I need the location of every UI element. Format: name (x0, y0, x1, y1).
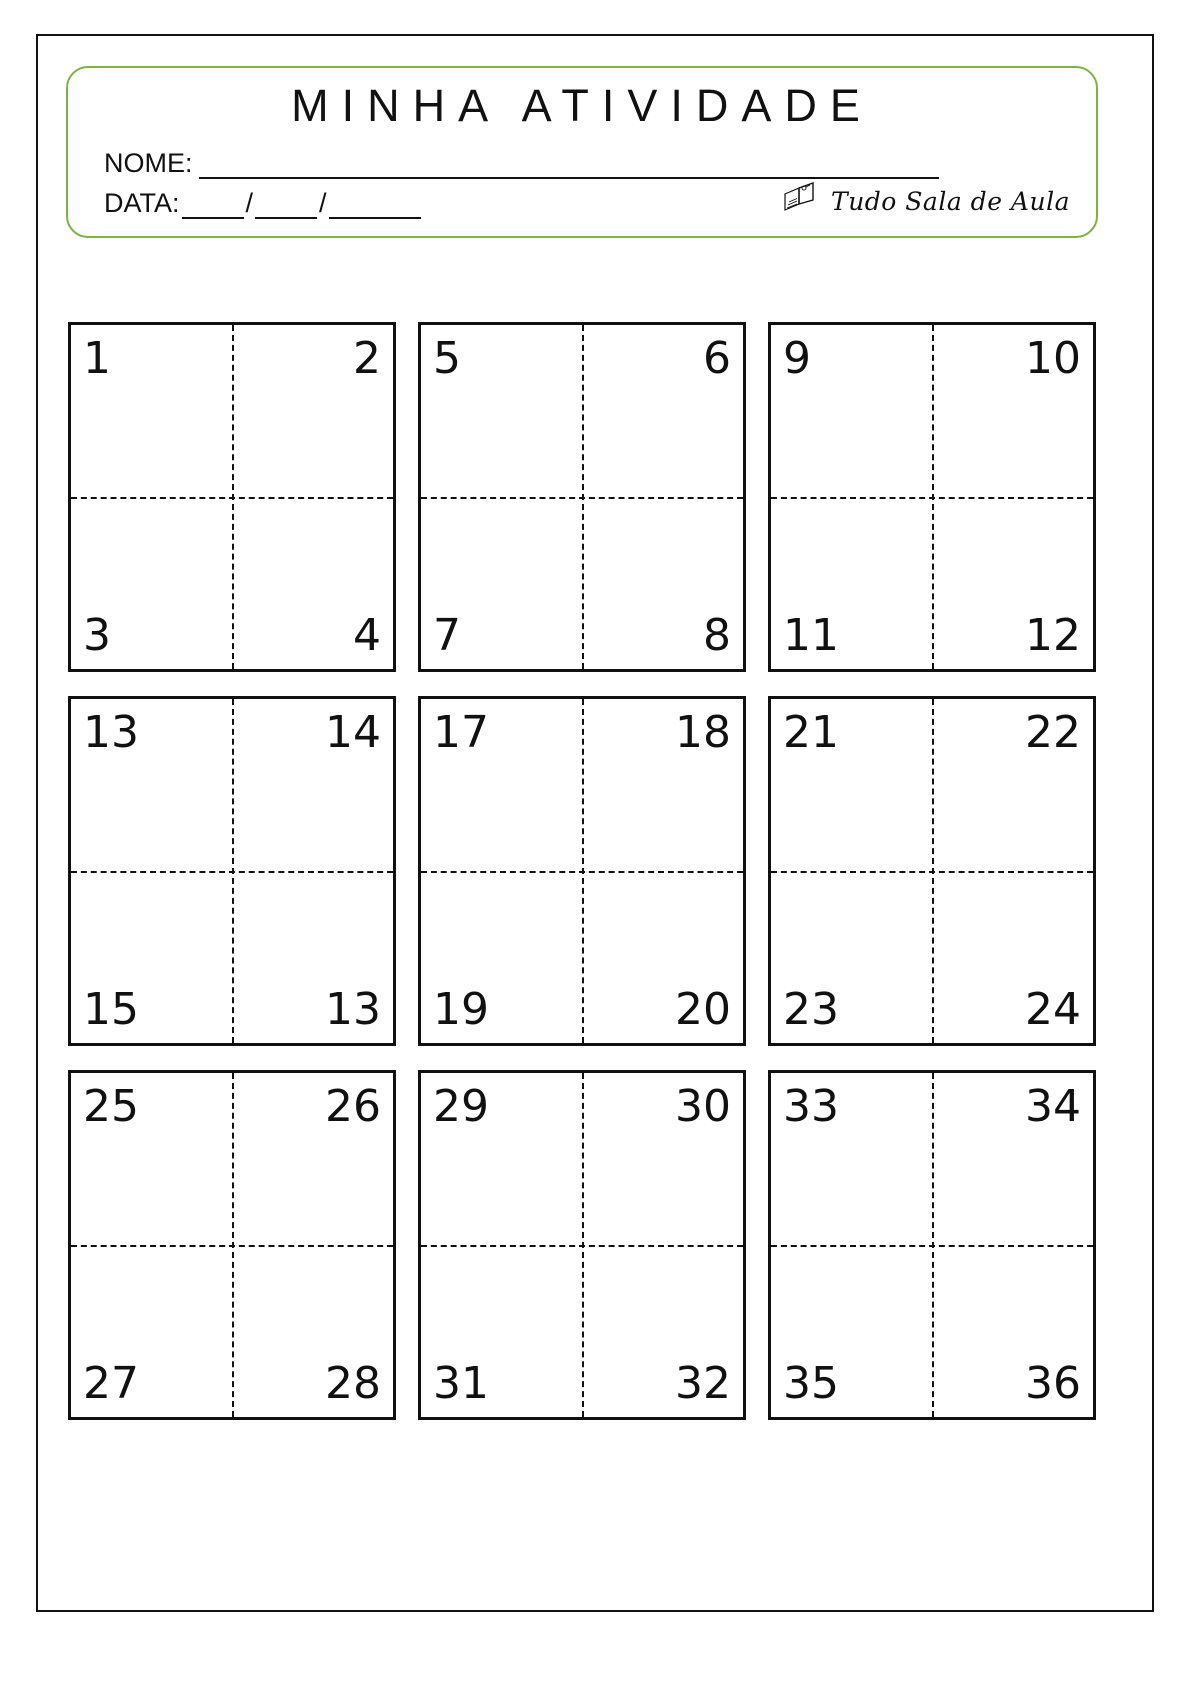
card-cell-bottom-left: 11 (783, 610, 839, 661)
card-cell-top-left: 25 (83, 1081, 139, 1132)
card-cell-bottom-left: 23 (783, 984, 839, 1035)
page-title: MINHA ATIVIDADE (291, 80, 873, 131)
card-cell-top-left: 17 (433, 707, 489, 758)
number-card[interactable] (418, 322, 746, 672)
card-cell-top-right: 34 (1025, 1081, 1081, 1132)
date-year-input[interactable] (329, 197, 421, 219)
card-cell-top-left: 1 (83, 333, 111, 384)
card-cell-bottom-right: 24 (1025, 984, 1081, 1035)
brand-logo (783, 180, 1070, 214)
card-cell-bottom-left: 7 (433, 610, 461, 661)
card-cell-bottom-right: 4 (353, 610, 381, 661)
card-cell-bottom-left: 31 (433, 1358, 489, 1409)
number-card[interactable] (68, 696, 396, 1046)
name-input-line[interactable] (199, 155, 939, 179)
card-cell-bottom-right: 32 (675, 1358, 731, 1409)
card-cell-top-left: 29 (433, 1081, 489, 1132)
card-cell-top-left: 9 (783, 333, 811, 384)
card-cell-top-right: 26 (325, 1081, 381, 1132)
name-label: NOME: (104, 148, 193, 178)
card-cell-top-left: 33 (783, 1081, 839, 1132)
card-cell-bottom-right: 20 (675, 984, 731, 1035)
card-cell-top-left: 13 (83, 707, 139, 758)
open-book-icon (783, 180, 825, 214)
card-cell-bottom-right: 12 (1025, 610, 1081, 661)
card-cell-bottom-left: 35 (783, 1358, 839, 1409)
number-card[interactable] (768, 322, 1096, 672)
date-month-input[interactable] (255, 197, 317, 219)
worksheet-page (36, 34, 1154, 1612)
card-cell-bottom-right: 28 (325, 1358, 381, 1409)
card-cell-top-right: 2 (353, 333, 381, 384)
number-card[interactable] (768, 696, 1096, 1046)
name-field-row (104, 148, 939, 179)
header-banner (66, 66, 1098, 238)
brand-name: Tudo Sala de Aula (831, 187, 1070, 216)
number-card[interactable] (418, 1070, 746, 1420)
number-card[interactable] (768, 1070, 1096, 1420)
date-separator-2: / (319, 188, 327, 218)
number-card[interactable] (68, 322, 396, 672)
number-cards-grid (68, 322, 1098, 1420)
card-cell-bottom-left: 19 (433, 984, 489, 1035)
card-cell-top-right: 30 (675, 1081, 731, 1132)
date-day-input[interactable] (182, 197, 244, 219)
date-field-row (104, 188, 423, 219)
card-cell-bottom-right: 36 (1025, 1358, 1081, 1409)
card-cell-top-right: 18 (675, 707, 731, 758)
number-card[interactable] (68, 1070, 396, 1420)
card-cell-top-right: 22 (1025, 707, 1081, 758)
card-cell-top-left: 21 (783, 707, 839, 758)
card-cell-bottom-right: 13 (325, 984, 381, 1035)
number-card[interactable] (418, 696, 746, 1046)
card-cell-top-right: 6 (703, 333, 731, 384)
card-cell-bottom-left: 15 (83, 984, 139, 1035)
card-cell-bottom-left: 3 (83, 610, 111, 661)
card-cell-bottom-left: 27 (83, 1358, 139, 1409)
date-label: DATA: (104, 188, 180, 218)
card-cell-bottom-right: 8 (703, 610, 731, 661)
card-cell-top-left: 5 (433, 333, 461, 384)
card-cell-top-right: 10 (1025, 333, 1081, 384)
card-cell-top-right: 14 (325, 707, 381, 758)
date-separator-1: / (245, 188, 254, 218)
